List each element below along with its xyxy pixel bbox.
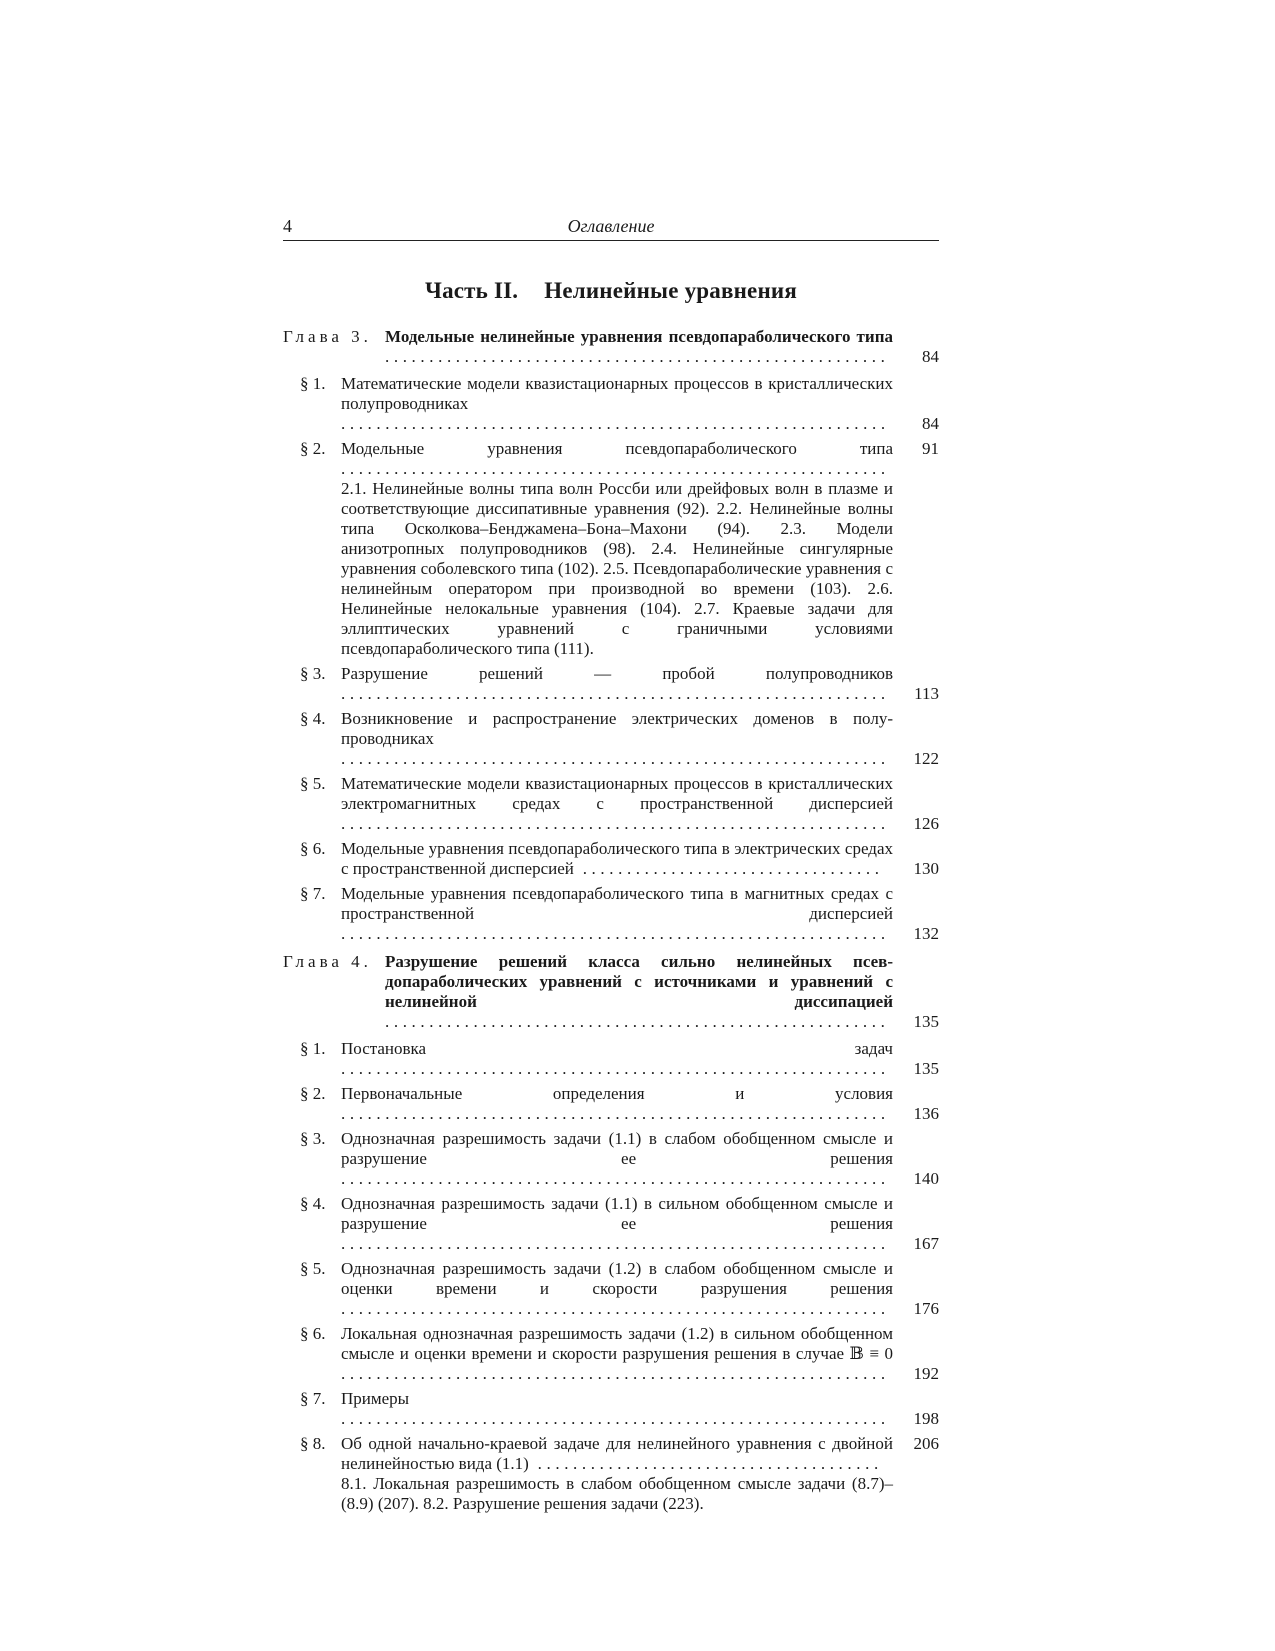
section-number: § 1. — [300, 374, 326, 393]
chapter-heading[interactable] — [283, 327, 939, 367]
running-header — [283, 214, 939, 241]
part-label: Часть II. — [424, 278, 519, 303]
section-entry[interactable] — [283, 1259, 939, 1319]
section-title: Однозначная разрешимость задачи (1.2) в слабом обобщенном смысле и оценки времени и скорости разрушения решения — [341, 1259, 893, 1298]
chapter-title: Модельные нелинейные уравнения псевдопараболического типа — [385, 327, 893, 346]
section-entry[interactable] — [283, 1434, 939, 1514]
section-number: § 1. — [300, 1039, 326, 1058]
leader-dots: .............................................................. — [341, 1409, 890, 1428]
section-page-number: 176 — [913, 1299, 939, 1318]
toc-page — [283, 214, 939, 1514]
section-number: § 5. — [300, 774, 326, 793]
section-title: Об одной начально-краевой задаче для нелинейного уравнения с двойной нелинейностью вида (1.1) — [341, 1434, 893, 1473]
table-of-contents — [283, 327, 939, 1514]
section-page-number: 122 — [913, 749, 939, 768]
section-entry[interactable] — [283, 1389, 939, 1429]
subsection-list: 2.1. Нелинейные волны типа волн Россби или дрейфовых волн в плазме и соответствующие диссипативные уравнения (92). 2.2. Нелинейные волны типа Осколкова–Бенджамена–Бона–Махони (94). 2.3. Модели анизотропных полупроводников (98). 2.4. Нелинейные сингулярные уравнения соболевского типа (102). 2.5. Псевдопараболические уравнения с нелинейным оператором при производной во времени (103). 2.6. Нелинейные нелокальные уравнения (104). 2.7. Краевые задачи для эллиптических уравнений с граничными условиями псевдопараболического типа (111). — [341, 479, 893, 658]
section-title: Математические модели квазистационарных процессов в кристаллических электромагнитных средах с пространственной дисперсией — [341, 774, 893, 813]
leader-dots: .............................................................. — [341, 1104, 890, 1123]
leader-dots: .............................................................. — [341, 924, 890, 943]
section-page-number: 132 — [913, 924, 939, 943]
chapter-heading[interactable] — [283, 952, 939, 1032]
section-entry[interactable] — [283, 1084, 939, 1124]
section-page-number: 113 — [914, 684, 939, 703]
section-number: § 4. — [300, 709, 326, 728]
chapter-page-number: 84 — [922, 347, 939, 366]
section-title: Модельные уравнения псевдопараболического типа — [341, 439, 893, 458]
leader-dots: .............................................................. — [341, 414, 890, 433]
section-page-number: 167 — [913, 1234, 939, 1253]
section-number: § 8. — [300, 1434, 326, 1453]
section-entry[interactable] — [283, 374, 939, 434]
page-number: 4 — [283, 216, 292, 236]
chapter-page-number: 135 — [913, 1012, 939, 1031]
section-entry[interactable] — [283, 1129, 939, 1189]
section-title: Примеры — [341, 1389, 410, 1408]
section-title: Модельные уравнения псевдопараболического типа в магнитных средах с пространственной дисперсией — [341, 884, 893, 923]
chapter — [283, 327, 939, 944]
section-title: Возникновение и распространение электрических доменов в полупроводниках — [341, 709, 893, 748]
leader-dots: .............................................................. — [341, 1059, 890, 1078]
chapter-title: Разрушение решений класса сильно нелинейных псевдопараболических уравнений с источниками и уравнений с нелинейной диссипацией — [385, 952, 893, 1011]
section-number: § 2. — [300, 1084, 326, 1103]
section-page-number: 126 — [913, 814, 939, 833]
section-page-number: 198 — [913, 1409, 939, 1428]
section-page-number: 192 — [913, 1364, 939, 1383]
section-number: § 6. — [300, 1324, 326, 1343]
section-page-number: 135 — [913, 1059, 939, 1078]
leader-dots: .............................................................. — [341, 1234, 890, 1253]
section-entry[interactable] — [283, 774, 939, 834]
part-heading — [283, 278, 939, 321]
section-number: § 5. — [300, 1259, 326, 1278]
section-entry[interactable] — [283, 1039, 939, 1079]
chapter-label: Глава 4. — [283, 952, 372, 971]
part-title: Нелинейные уравнения — [544, 278, 797, 303]
section-entry[interactable] — [283, 664, 939, 704]
leader-dots: .............................................................. — [341, 459, 890, 478]
leader-dots: .............................................................. — [341, 1364, 890, 1383]
leader-dots: .................................. — [573, 859, 884, 878]
section-number: § 4. — [300, 1194, 326, 1213]
section-title: Однозначная разрешимость задачи (1.1) в сильном обобщенном смысле и разрушение ее решения — [341, 1194, 893, 1233]
leader-dots: ....................................... — [528, 1454, 883, 1473]
section-number: § 2. — [300, 439, 326, 458]
chapter-label: Глава 3. — [283, 327, 372, 346]
leader-dots: .............................................................. — [341, 814, 890, 833]
section-page-number: 206 — [913, 1434, 939, 1453]
leader-dots: .............................................................. — [341, 749, 890, 768]
section-entry[interactable] — [283, 1194, 939, 1254]
section-title: Математические модели квазистационарных процессов в кристаллических полупроводниках — [341, 374, 893, 413]
leader-dots: .............................................................. — [341, 684, 890, 703]
section-title: Модельные уравнения псевдопараболического типа в электрических средах с пространственной дисперсией — [341, 839, 893, 878]
subsection-list: 8.1. Локальная разрешимость в слабом обобщенном смысле задачи (8.7)–(8.9) (207). 8.2. Разрушение решения задачи (223). — [341, 1474, 893, 1513]
section-title: Разрушение решений — пробой полупроводников — [341, 664, 893, 683]
leader-dots: .............................................................. — [341, 1169, 890, 1188]
section-entry[interactable] — [283, 1324, 939, 1384]
section-entry[interactable] — [283, 884, 939, 944]
section-number: § 6. — [300, 839, 326, 858]
section-page-number: 140 — [913, 1169, 939, 1188]
section-number: § 3. — [300, 1129, 326, 1148]
section-number: § 7. — [300, 1389, 326, 1408]
chapter — [283, 952, 939, 1514]
leader-dots: ......................................................... — [385, 1012, 890, 1031]
section-title: Постановка задач — [341, 1039, 893, 1058]
section-title: Первоначальные определения и условия — [341, 1084, 893, 1103]
section-page-number: 91 — [922, 439, 939, 458]
leader-dots: ......................................................... — [385, 347, 890, 366]
section-title: Локальная однозначная разрешимость задачи (1.2) в сильном обобщенном смысле и оценки времени и скорости разрушения решения в случае 𝔹 ≡ 0 — [341, 1324, 893, 1363]
leader-dots: .............................................................. — [341, 1299, 890, 1318]
section-entry[interactable] — [283, 709, 939, 769]
section-entry[interactable] — [283, 839, 939, 879]
section-title: Однозначная разрешимость задачи (1.1) в слабом обобщенном смысле и разрушение ее решения — [341, 1129, 893, 1168]
section-page-number: 136 — [913, 1104, 939, 1123]
section-number: § 3. — [300, 664, 326, 683]
section-page-number: 130 — [913, 859, 939, 878]
section-page-number: 84 — [922, 414, 939, 433]
section-entry[interactable] — [283, 439, 939, 659]
section-number: § 7. — [300, 884, 326, 903]
running-title: Оглавление — [567, 216, 655, 236]
